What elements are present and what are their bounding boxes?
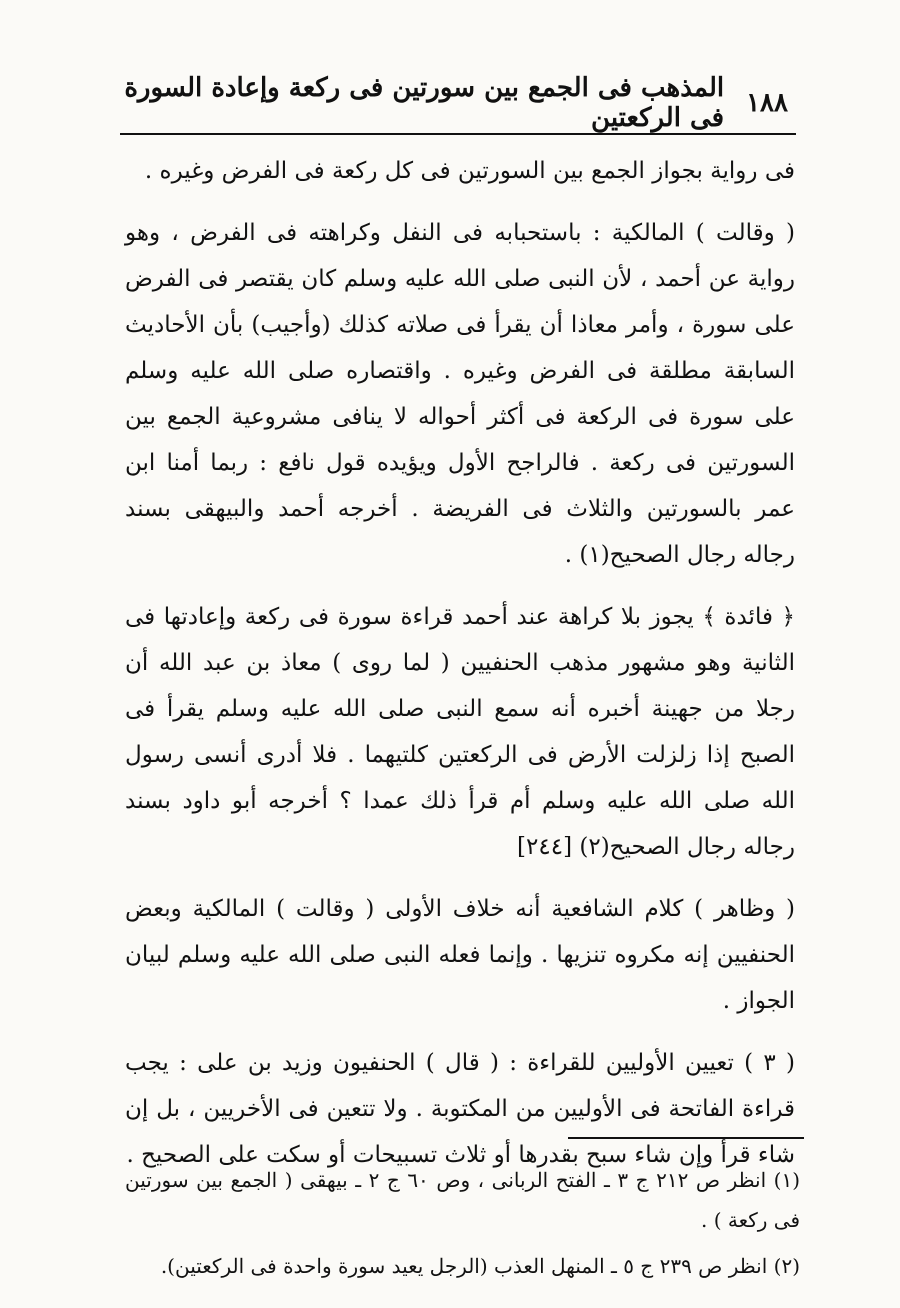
footnote-2: (٢) انظر ص ٢٣٩ ج ٥ ـ المنهل العذب (الرجل يعيد سورة واحدة فى الركعتين). [160,1254,800,1278]
footnote-1: (١) انظر ص ٢١٢ ج ٣ ـ الفتح الربانى ، وص ٦٠ ج ٢ ـ بيهقى ( الجمع بين سورتين فى ركعة ) . [125,1168,801,1232]
paragraph-5: ( ٣ ) تعيين الأوليين للقراءة : ( قال ) الحنفيون وزيد بن على : يجب قراءة الفاتحة فى الأوليين من المكتوبة . ولا تتعين فى الأخريين ، بل إن شاء قرأ وإن شاء سبح بقدرها أو ثلاث تسبيحات أو سكت على الصحيح . [125,1050,795,1168]
page-header [120,73,788,133]
paragraph-4: ( وظاهر ) كلام الشافعية أنه خلاف الأولى ( وقالت ) المالكية وبعض الحنفيين إنه مكروه تنزيها . وإنما فعله النبى صلى الله عليه وسلم لبيان الجواز . [125,896,795,1014]
header-rule [120,133,796,135]
page-number: ١٨٨ [746,88,788,118]
footnotes [125,1160,800,1292]
footnote-rule [568,1137,804,1139]
paragraph-1: فى رواية بجواز الجمع بين السورتين فى كل ركعة فى الفرض وغيره . [144,158,795,184]
paragraph-3: ﴿ فائدة ﴾ يجوز بلا كراهة عند أحمد قراءة سورة فى ركعة وإعادتها فى الثانية وهو مشهور مذهب الحنفيين ( لما روى ) معاذ بن عبد الله أن رجلا من جهينة أخبره أنه سمع النبى صلى الله عليه وسلم يقرأ فى الصبح إذا زلزلت الأرض فى الركعتين كلتيهما . فلا أدرى أنسى رسول الله صلى الله عليه وسلم أم قرأ ذلك عمدا ؟ أخرجه أبو داود بسند رجاله رجال الصحيح(٢) [٢٤٤] [125,604,795,860]
running-title: المذهب فى الجمع بين سورتين فى ركعة وإعادة السورة فى الركعتين [124,73,725,133]
paragraph-2: ( وقالت ) المالكية : باستحبابه فى النفل وكراهته فى الفرض ، وهو رواية عن أحمد ، لأن النبى صلى الله عليه وسلم كان يقتصر فى الفرض على سورة ، وأمر معاذا أن يقرأ فى صلاته كذلك (وأجيب) بأن الأحاديث السابقة مطلقة فى الفرض وغيره . واقتصاره صلى الله عليه وسلم على سورة فى الركعة فى أكثر أحواله لا ينافى مشروعية الجمع بين السورتين فى ركعة . فالراجح الأول ويؤيده قول نافع : ربما أمنا ابن عمر بالسورتين والثلاث فى الفريضة . أخرجه أحمد والبيهقى بسند رجاله رجال الصحيح(١) . [125,220,795,568]
page-body [125,148,795,1194]
